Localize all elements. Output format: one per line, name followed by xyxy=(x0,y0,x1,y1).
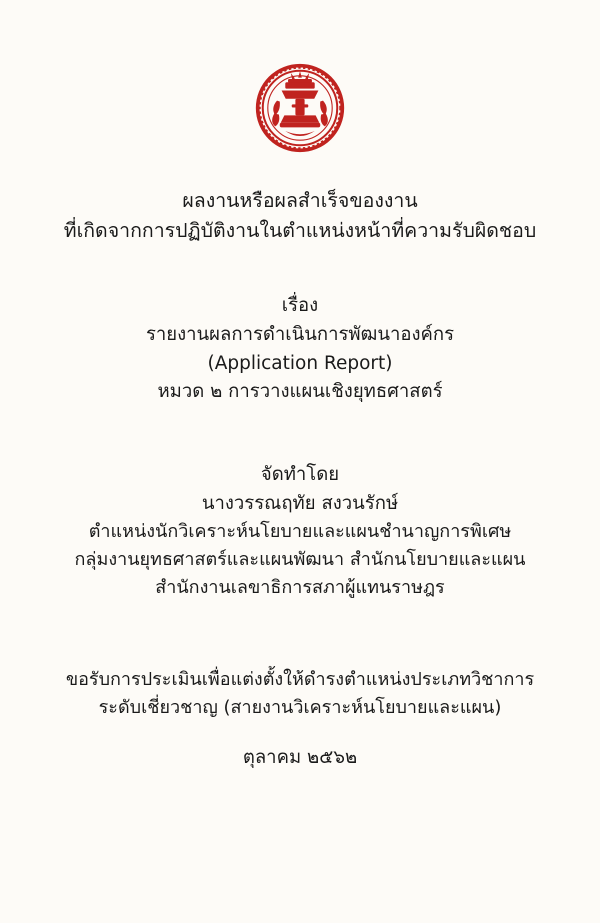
purpose-line-1: ขอรับการประเมินเพื่อแต่งตั้งให้ดำรงตำแหน่งประเภทวิชาการ xyxy=(65,669,535,691)
purpose-block xyxy=(0,666,600,722)
author-name: นางวรรณฤทัย สงวนรักษ์ xyxy=(201,492,399,514)
author-organization: สำนักงานเลขาธิการสภาผู้แทนราษฎร xyxy=(155,577,445,599)
subject-block xyxy=(0,292,600,407)
date-block xyxy=(0,744,600,773)
subject-line-1: รายงานผลการดำเนินการพัฒนาองค์กร xyxy=(145,324,455,346)
subject-line-3: หมวด ๒ การวางแผนเชิงยุทธศาสตร์ xyxy=(157,381,443,403)
subject-label: เรื่อง xyxy=(281,295,319,317)
purpose-line-2: ระดับเชี่ยวชาญ (สายงานวิเคราะห์นโยบายและแผน) xyxy=(98,697,502,719)
title-line-1: ผลงานหรือผลสำเร็จของงาน xyxy=(182,189,418,212)
thai-royal-garuda-seal-icon xyxy=(254,62,346,154)
subject-line-2: (Application Report) xyxy=(207,352,393,374)
author-position: ตำแหน่งนักวิเคราะห์นโยบายและแผนชำนาญการพิเศษ xyxy=(88,521,512,543)
document-date: ตุลาคม ๒๕๖๒ xyxy=(242,746,358,768)
author-label: จัดทำโดย xyxy=(260,464,340,486)
emblem-container xyxy=(254,62,346,154)
document-title xyxy=(0,186,600,246)
author-block xyxy=(0,461,600,602)
author-division: กลุ่มงานยุทธศาสตร์และแผนพัฒนา สำนักนโยบายและแผน xyxy=(74,549,526,571)
title-line-2: ที่เกิดจากการปฏิบัติงานในตำแหน่งหน้าที่ความรับผิดชอบ xyxy=(63,219,537,243)
